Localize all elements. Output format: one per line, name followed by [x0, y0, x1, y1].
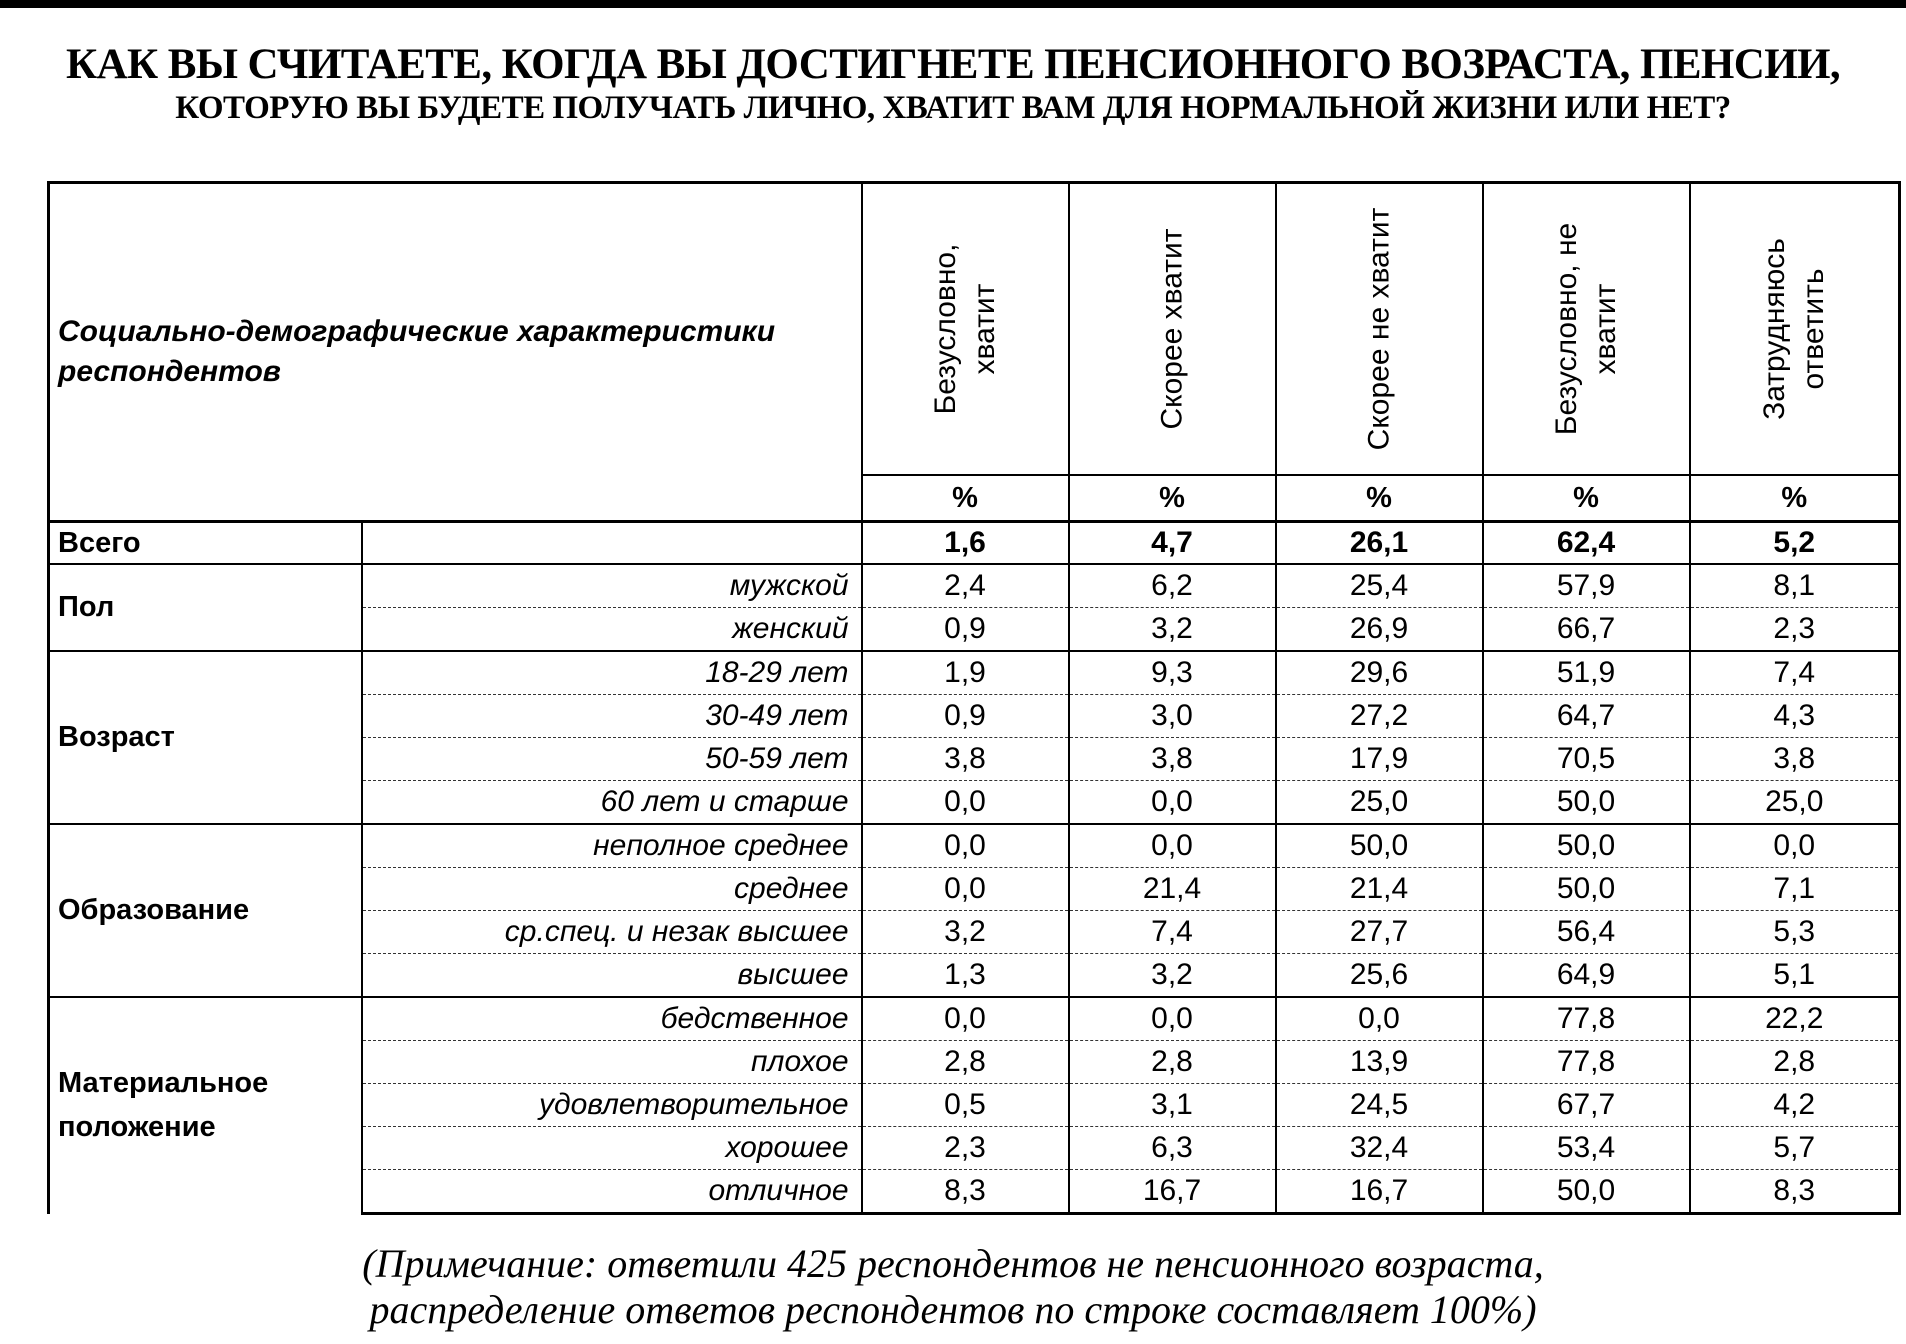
value-cell: 24,5 — [1276, 1084, 1483, 1127]
value-cell: 51,9 — [1483, 651, 1690, 695]
total-blank-cell — [362, 522, 862, 565]
value-cell: 3,2 — [1069, 954, 1276, 998]
value-cell: 64,9 — [1483, 954, 1690, 998]
group-label: Возраст — [49, 651, 362, 824]
column-header-text: Затрудняюсь ответить — [1758, 238, 1831, 420]
row-header-label: Социально-демографические характеристики респондентов — [49, 183, 862, 522]
value-cell: 27,2 — [1276, 695, 1483, 738]
value-cell: 6,2 — [1069, 564, 1276, 608]
value-cell: 2,3 — [1690, 608, 1900, 652]
page-title-line-2: КОТОРУЮ ВЫ БУДЕТЕ ПОЛУЧАТЬ ЛИЧНО, ХВАТИТ ВАМ ДЛЯ НОРМАЛЬНОЙ ЖИЗНИ ИЛИ НЕТ? — [175, 90, 1731, 126]
value-cell: 6,3 — [1069, 1127, 1276, 1170]
value-cell: 5,1 — [1690, 954, 1900, 998]
total-value: 62,4 — [1483, 522, 1690, 565]
total-value: 1,6 — [862, 522, 1069, 565]
row-label: ср.спец. и незак высшее — [362, 911, 862, 954]
value-cell: 67,7 — [1483, 1084, 1690, 1127]
row-label: среднее — [362, 868, 862, 911]
unit-label: % — [862, 475, 1069, 522]
value-cell: 1,9 — [862, 651, 1069, 695]
row-label: высшее — [362, 954, 862, 998]
value-cell: 50,0 — [1483, 1170, 1690, 1214]
row-label: отличное — [362, 1170, 862, 1214]
value-cell: 53,4 — [1483, 1127, 1690, 1170]
value-cell: 3,8 — [1069, 738, 1276, 781]
value-cell: 50,0 — [1276, 824, 1483, 868]
row-label: неполное среднее — [362, 824, 862, 868]
value-cell: 5,3 — [1690, 911, 1900, 954]
value-cell: 2,8 — [862, 1041, 1069, 1084]
value-cell: 32,4 — [1276, 1127, 1483, 1170]
row-label: мужской — [362, 564, 862, 608]
value-cell: 27,7 — [1276, 911, 1483, 954]
value-cell: 64,7 — [1483, 695, 1690, 738]
total-value: 4,7 — [1069, 522, 1276, 565]
table-row — [49, 651, 1900, 695]
value-cell: 8,3 — [862, 1170, 1069, 1214]
survey-table — [47, 181, 1901, 1215]
value-cell: 13,9 — [1276, 1041, 1483, 1084]
group-label: Материальное положение — [49, 997, 362, 1214]
value-cell: 25,4 — [1276, 564, 1483, 608]
value-cell: 21,4 — [1276, 868, 1483, 911]
value-cell: 3,2 — [862, 911, 1069, 954]
row-label: бедственное — [362, 997, 862, 1041]
value-cell: 2,8 — [1690, 1041, 1900, 1084]
value-cell: 3,0 — [1069, 695, 1276, 738]
total-value: 5,2 — [1690, 522, 1900, 565]
value-cell: 50,0 — [1483, 868, 1690, 911]
value-cell: 0,9 — [862, 695, 1069, 738]
value-cell: 0,0 — [1690, 824, 1900, 868]
group-label: Пол — [49, 564, 362, 651]
value-cell: 77,8 — [1483, 997, 1690, 1041]
row-label: плохое — [362, 1041, 862, 1084]
value-cell: 0,0 — [862, 824, 1069, 868]
value-cell: 26,9 — [1276, 608, 1483, 652]
total-label: Всего — [49, 522, 362, 565]
value-cell: 25,0 — [1276, 781, 1483, 825]
column-header — [1483, 183, 1690, 476]
value-cell: 2,3 — [862, 1127, 1069, 1170]
value-cell: 22,2 — [1690, 997, 1900, 1041]
value-cell: 7,4 — [1690, 651, 1900, 695]
value-cell: 25,0 — [1690, 781, 1900, 825]
value-cell: 4,3 — [1690, 695, 1900, 738]
column-header-text: Безусловно, хватит — [929, 243, 1002, 415]
row-label: женский — [362, 608, 862, 652]
value-cell: 0,9 — [862, 608, 1069, 652]
table-row — [49, 997, 1900, 1041]
total-value: 26,1 — [1276, 522, 1483, 565]
table-row — [49, 824, 1900, 868]
group-label: Образование — [49, 824, 362, 997]
column-header — [1276, 183, 1483, 476]
value-cell: 3,8 — [1690, 738, 1900, 781]
value-cell: 70,5 — [1483, 738, 1690, 781]
value-cell: 7,4 — [1069, 911, 1276, 954]
column-header — [862, 183, 1069, 476]
value-cell: 50,0 — [1483, 824, 1690, 868]
value-cell: 0,0 — [862, 781, 1069, 825]
value-cell: 50,0 — [1483, 781, 1690, 825]
value-cell: 21,4 — [1069, 868, 1276, 911]
note-line-2: распределение ответов респондентов по строке составляет 100%) — [369, 1287, 1537, 1332]
row-label: 50-59 лет — [362, 738, 862, 781]
row-label: 18-29 лет — [362, 651, 862, 695]
value-cell: 25,6 — [1276, 954, 1483, 998]
value-cell: 8,1 — [1690, 564, 1900, 608]
note-line-1: (Примечание: ответили 425 респондентов не пенсионного возраста, — [362, 1241, 1544, 1286]
value-cell: 0,0 — [1069, 781, 1276, 825]
value-cell: 0,5 — [862, 1084, 1069, 1127]
page-title-line-1: КАК ВЫ СЧИТАЕТЕ, КОГДА ВЫ ДОСТИГНЕТЕ ПЕНСИОННОГО ВОЗРАСТА, ПЕНСИИ, — [65, 41, 1841, 88]
value-cell: 3,1 — [1069, 1084, 1276, 1127]
row-label: хорошее — [362, 1127, 862, 1170]
value-cell: 2,8 — [1069, 1041, 1276, 1084]
value-cell: 0,0 — [862, 868, 1069, 911]
column-header-text: Скорее хватит — [1155, 228, 1189, 430]
value-cell: 0,0 — [1276, 997, 1483, 1041]
value-cell: 7,1 — [1690, 868, 1900, 911]
value-cell: 9,3 — [1069, 651, 1276, 695]
column-header — [1690, 183, 1900, 476]
row-label: 60 лет и старше — [362, 781, 862, 825]
value-cell: 3,8 — [862, 738, 1069, 781]
value-cell: 2,4 — [862, 564, 1069, 608]
table-row — [49, 564, 1900, 608]
value-cell: 5,7 — [1690, 1127, 1900, 1170]
value-cell: 4,2 — [1690, 1084, 1900, 1127]
unit-label: % — [1690, 475, 1900, 522]
value-cell: 57,9 — [1483, 564, 1690, 608]
top-rule — [0, 0, 1906, 8]
value-cell: 16,7 — [1276, 1170, 1483, 1214]
column-header-text: Безусловно, не хватит — [1550, 222, 1623, 436]
value-cell: 17,9 — [1276, 738, 1483, 781]
value-cell: 0,0 — [1069, 824, 1276, 868]
value-cell: 77,8 — [1483, 1041, 1690, 1084]
value-cell: 0,0 — [862, 997, 1069, 1041]
value-cell: 0,0 — [1069, 997, 1276, 1041]
unit-label: % — [1483, 475, 1690, 522]
row-label: 30-49 лет — [362, 695, 862, 738]
unit-label: % — [1276, 475, 1483, 522]
column-header-text: Скорее не хватит — [1362, 207, 1396, 451]
value-cell: 3,2 — [1069, 608, 1276, 652]
value-cell: 66,7 — [1483, 608, 1690, 652]
value-cell: 29,6 — [1276, 651, 1483, 695]
value-cell: 16,7 — [1069, 1170, 1276, 1214]
unit-label: % — [1069, 475, 1276, 522]
column-header — [1069, 183, 1276, 476]
value-cell: 8,3 — [1690, 1170, 1900, 1214]
value-cell: 56,4 — [1483, 911, 1690, 954]
row-label: удовлетворительное — [362, 1084, 862, 1127]
value-cell: 1,3 — [862, 954, 1069, 998]
